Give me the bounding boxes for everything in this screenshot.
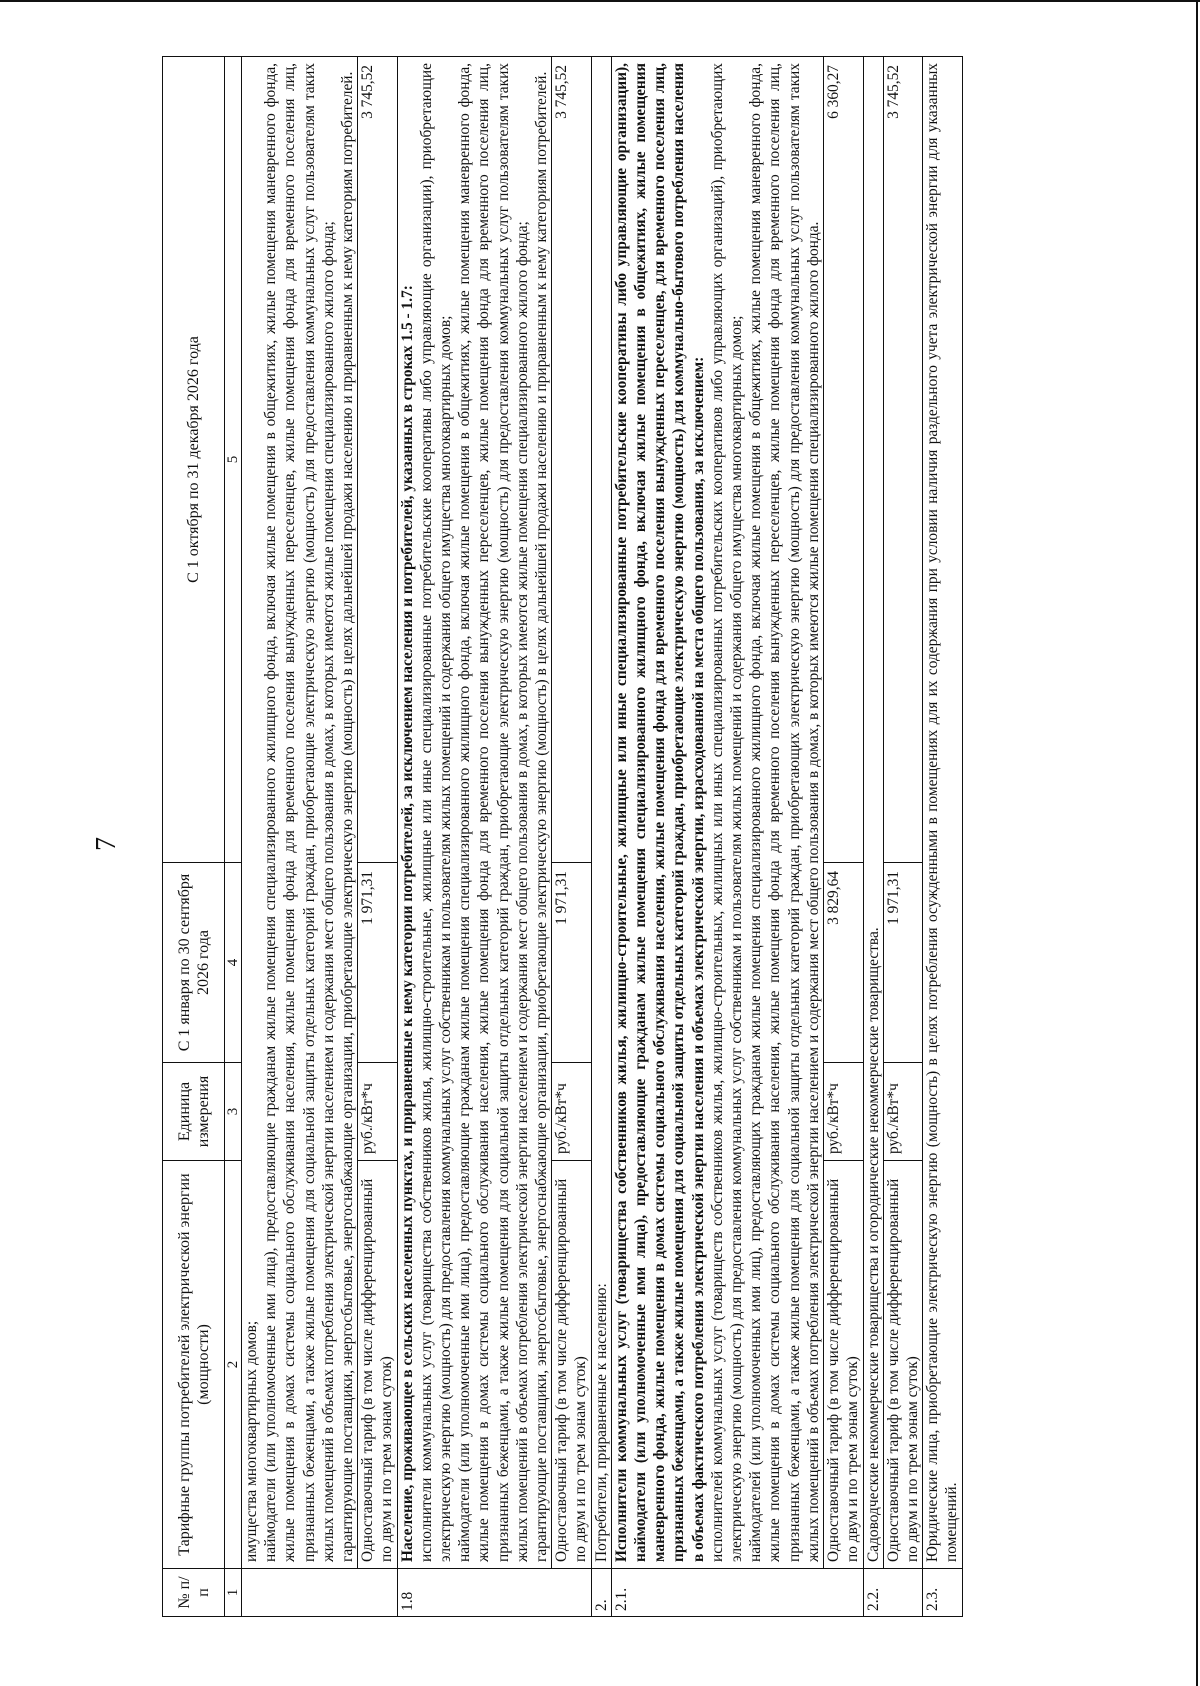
row-1-8-text: гарантирующие поставщики, энергосбытовые, энергоснабжающие организации, приобретающие электрическую энергию (мощность) в целях дальнейшей продажи населению и приравненным к нему категориям потребителей. — [533, 71, 551, 1562]
row-2-1-bold-text: Исполнители коммунальных услуг (товарищества собственников жилья, жилищно-строительные, жилищные или иные специализированные потребительские кооперативы либо управляющие организации), наймодатели (или уполномоченные ими лица), предоставляющие гражданам жилые помещения специализированного жилищного фонда, включая жилые помещения в общежитиях, жилые помещения маневренного фонда, жилые помещения в домах системы социального обслуживания населения, жилые помещения фонда для временного поселения вынужденных переселенцев, для временного поселения лиц, признанных беженцами, а также жилые помещения для социальной защиты отдельных категорий граждан, приобретающие электрическую энергию (мощность) для коммунально-бытового потребления населения в объемах фактического потребления электрической энергии населения и объемах электрической энергии, израсходованной на места общего пользования, за исключением: — [612, 63, 707, 1562]
row-2-1-text: исполнителей коммунальных услуг (товариществ собственников жилья, жилищно-строительных, жилищных или иных специализированных потребительских кооперативов либо управляющих организаций), приобретающих электрическую энергию (мощность) для предоставления коммунальных услуг собственникам и пользователям жилых помещений и содержания общего имущества многоквартирных домов; — [708, 63, 746, 1562]
column-number-row — [225, 57, 242, 1617]
table-row-tariff — [883, 57, 922, 1617]
header-tariff-group: Тарифные группы потребителей электрической энергии (мощности) — [163, 1161, 225, 1569]
unit-cell: руб./кВт*ч — [824, 1063, 863, 1161]
row-number: 2.1. — [611, 1569, 863, 1617]
row-number: 2.2. — [863, 1569, 923, 1617]
rotated-tariff-table-wrapper — [162, 57, 1082, 1617]
value-period-1: 1 971,31 — [552, 863, 591, 1063]
value-period-1: 1 971,31 — [883, 863, 922, 1063]
table-row-tariff — [824, 57, 863, 1617]
column-number: 4 — [225, 863, 242, 1063]
page-number: 7 — [91, 837, 122, 851]
row-2-2-title: Садоводческие некоммерческие товарищества и огороднические некоммерческие товарищества. — [863, 57, 883, 1569]
scan-edge-top — [0, 0, 1200, 2]
header-number: № п/п — [163, 1569, 225, 1617]
table-row-tariff — [358, 57, 397, 1617]
table-row-continued — [242, 57, 358, 1617]
header-period-1: С 1 января по 30 сентября 2026 года — [163, 863, 225, 1063]
row-1-8-description — [397, 57, 552, 1569]
continued-description — [242, 57, 358, 1569]
header-unit: Единица измерения — [163, 1063, 225, 1161]
value-period-2: 3 745,52 — [883, 57, 922, 863]
unit-cell: руб./кВт*ч — [883, 1063, 922, 1161]
tariff-table — [162, 56, 963, 1617]
value-period-2: 3 745,52 — [552, 57, 591, 863]
row-2-1-text: наймодателей (или уполномоченных ими лиц), предоставляющих гражданам жилые помещения специализированного жилищного фонда, включая жилые помещения в общежитиях, жилые помещения маневренного фонда, жилые помещения в домах системы социального обслуживания населения, жилые помещения фонда для временного поселения вынужденных переселенцев, жилые помещения фонда для временного поселения лиц, признанных беженцами, а также жилые помещения для социальной защиты отдельных категорий граждан, приобретающих электрическую энергию (мощность) для предоставления коммунальных услуг пользователям таких жилых помещений в объемах потребления электрической энергии населением и содержания мест общего пользования в домах, в которых имеются жилые помещения специализированного жилого фонда. — [747, 63, 822, 1562]
header-period-2: С 1 октября по 31 декабря 2026 года — [163, 57, 225, 863]
continued-text: имущества многоквартирных домов; — [243, 1320, 260, 1562]
table-row-tariff — [552, 57, 591, 1617]
row-number: 1.8 — [397, 1569, 591, 1617]
table-row-2-2 — [863, 57, 883, 1617]
row-number-empty — [242, 1569, 398, 1617]
row-number: 2. — [591, 1569, 611, 1617]
value-period-1: 1 971,31 — [358, 863, 397, 1063]
row-number: 2.3. — [923, 1569, 962, 1617]
value-period-1: 3 829,64 — [824, 863, 863, 1063]
table-row-1-8 — [397, 57, 552, 1617]
tariff-label: Одноставочный тариф (в том числе дифференцированный по двум и по трем зонам суток) — [883, 1161, 922, 1569]
tariff-label: Одноставочный тариф (в том числе дифференцированный по двум и по трем зонам суток) — [824, 1161, 863, 1569]
value-period-2: 6 360,27 — [824, 57, 863, 863]
header-row — [163, 57, 225, 1617]
scan-edge-right — [1196, 0, 1198, 1686]
table-row-2-1 — [611, 57, 823, 1617]
row-2-title: Потребители, приравненные к населению: — [591, 57, 611, 1569]
column-number: 1 — [225, 1569, 242, 1617]
row-2-1-description — [611, 57, 823, 1569]
column-number: 5 — [225, 57, 242, 863]
tariff-label: Одноставочный тариф (в том числе дифференцированный по двум и по трем зонам суток) — [552, 1161, 591, 1569]
table-row-2 — [591, 57, 611, 1617]
row-1-8-title: Население, проживающее в сельских населенных пунктах, и приравненные к нему категории потребителей, за исключением населения и потребителей, указанных в строках 1.5 - 1.7: — [398, 285, 416, 1562]
column-number: 2 — [225, 1161, 242, 1569]
unit-cell: руб./кВт*ч — [552, 1063, 591, 1161]
column-number: 3 — [225, 1063, 242, 1161]
tariff-label: Одноставочный тариф (в том числе дифференцированный по двум и по трем зонам суток) — [358, 1161, 397, 1569]
table-row-2-3 — [923, 57, 962, 1617]
unit-cell: руб./кВт*ч — [358, 1063, 397, 1161]
continued-text: наймодатели (или уполномоченные ими лица), предоставляющие гражданам жилые помещения специализированного жилищного фонда, включая жилые помещения в общежитиях, жилые помещения маневренного фонда, жилые помещения в домах системы социального обслуживания населения, жилые помещения фонда для временного поселения вынужденных переселенцев, жилые помещения фонда для временного поселения лиц, признанных беженцами, а также жилые помещения для социальной защиты отдельных категорий граждан, приобретающие электрическую энергию (мощность) для предоставления коммунальных услуг пользователям таких жилых помещений в объемах потребления электрической энергии населением и содержания мест общего пользования в домах, в которых имеются жилые помещения специализированного жилого фонда; — [262, 63, 337, 1562]
row-2-3-title: Юридические лица, приобретающие электрическую энергию (мощность) в целях потребления осужденными в помещениях для их содержания при условии наличия раздельного учета электрической энергии для указанных помещений. — [923, 57, 962, 1569]
value-period-2: 3 745,52 — [358, 57, 397, 863]
row-1-8-text: исполнители коммунальных услуг (товарищества собственников жилья, жилищно-строительные, жилищные или иные специализированные потребительские кооперативы либо управляющие организации), приобретающие электрическую энергию (мощность) для предоставления коммунальных услуг собственникам и пользователям жилых помещений и содержания общего имущества многоквартирных домов; — [417, 63, 455, 1562]
continued-text: гарантирующие поставщики, энергосбытовые, энергоснабжающие организации, приобретающие электрическую энергию (мощность) в целях дальнейшей продажи населению и приравненным к нему категориям потребителей. — [339, 71, 357, 1562]
row-1-8-text: наймодатели (или уполномоченные ими лица), предоставляющие гражданам жилые помещения специализированного жилищного фонда, включая жилые помещения в общежитиях, жилые помещения маневренного фонда, жилые помещения в домах системы социального обслуживания населения, жилые помещения фонда для временного поселения вынужденных переселенцев, жилые помещения фонда для временного поселения лиц, признанных беженцами, а также жилые помещения для социальной защиты отдельных категорий граждан, приобретающие электрическую энергию (мощность) для предоставления коммунальных услуг пользователям таких жилых помещений в объемах потребления электрической энергии населением и содержания мест общего пользования в домах, в которых имеются жилые помещения специализированного жилого фонда; — [456, 63, 531, 1562]
